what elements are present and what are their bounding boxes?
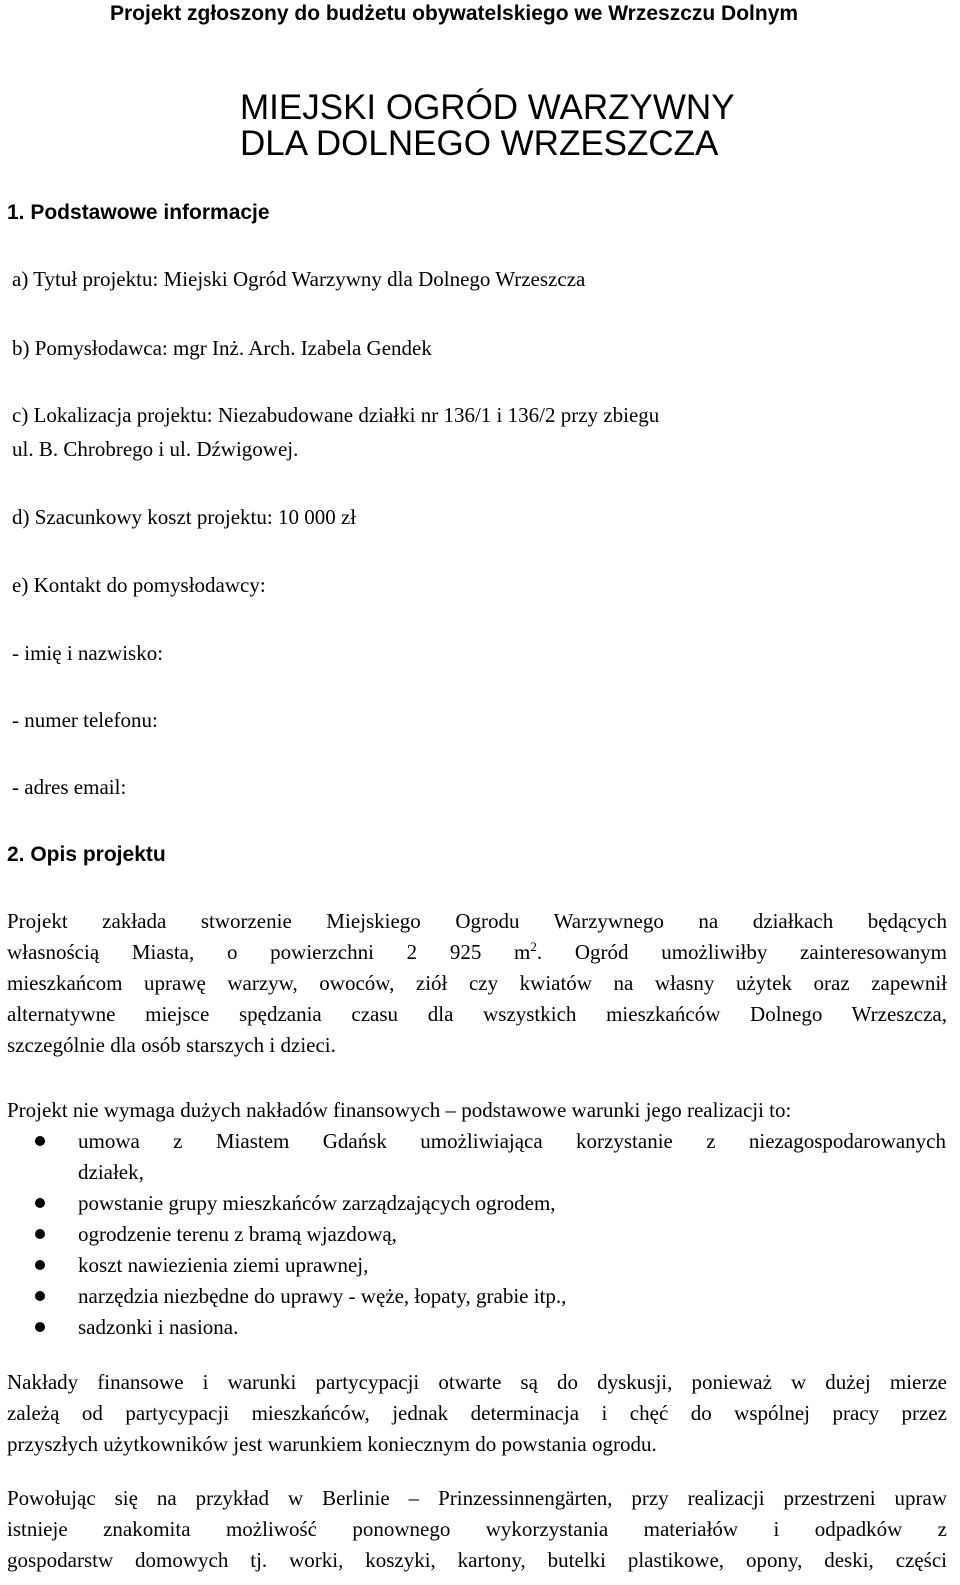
paragraph-3-line-1: Nakłady finansowe i warunki partycypacji otwarte są do dyskusji, ponieważ w dużej mierze xyxy=(7,1370,947,1394)
info-title: a) Tytuł projektu: Miejski Ogród Warzywny dla Dolnego Wrzeszcza xyxy=(12,267,586,291)
title-line-2: DLA DOLNEGO WRZESZCZA xyxy=(240,124,719,163)
section-1-heading: 1. Podstawowe informacje xyxy=(7,201,270,224)
bullet-item-1-line-2: działek, xyxy=(78,1160,144,1184)
info-location-line-2: ul. B. Chrobrego i ul. Dźwigowej. xyxy=(12,437,299,461)
info-location-line-1: c) Lokalizacja projektu: Niezabudowane działki nr 136/1 i 136/2 przy zbiegu xyxy=(12,403,660,427)
paragraph-4-line-2: istnieje znakomita możliwość ponownego wykorzystania materiałów i odpadków z xyxy=(7,1517,947,1541)
section-2-heading: 2. Opis projektu xyxy=(7,843,166,866)
bullet-icon xyxy=(35,1198,45,1208)
bullet-icon xyxy=(35,1260,45,1270)
bullet-item-3: ogrodzenie terenu z bramą wjazdową, xyxy=(78,1222,397,1246)
title-line-1: MIEJSKI OGRÓD WARZYWNY xyxy=(240,88,735,127)
bullet-item-4: koszt nawiezienia ziemi uprawnej, xyxy=(78,1253,369,1277)
document-header: Projekt zgłoszony do budżetu obywatelskiego we Wrzeszczu Dolnym xyxy=(110,2,799,25)
paragraph-1-line-3: mieszkańcom uprawę warzyw, owoców, ziół czy kwiatów na własny użytek oraz zapewnił xyxy=(7,971,947,995)
bullet-icon xyxy=(35,1229,45,1239)
paragraph-2-intro: Projekt nie wymaga dużych nakładów finansowych – podstawowe warunki jego realizacji to: xyxy=(7,1098,792,1122)
paragraph-1-line-1: Projekt zakłada stworzenie Miejskiego Ogrodu Warzywnego na działkach będących xyxy=(7,909,947,933)
paragraph-3-line-2: zależą od partycypacji mieszkańców, jednak determinacja i chęć do wspólnej pracy przez xyxy=(7,1401,947,1425)
bullet-icon xyxy=(35,1291,45,1301)
bullet-icon xyxy=(35,1322,45,1332)
bullet-item-2: powstanie grupy mieszkańców zarządzających ogrodem, xyxy=(78,1191,556,1215)
contact-name: - imię i nazwisko: xyxy=(12,641,164,665)
info-author: b) Pomysłodawca: mgr Inż. Arch. Izabela Gendek xyxy=(12,336,432,360)
paragraph-4-line-3: gospodarstw domowych tj. worki, koszyki, kartony, butelki plastikowe, opony, deski, części xyxy=(7,1548,947,1572)
contact-email: - adres email: xyxy=(12,775,127,799)
paragraph-4-line-1: Powołując się na przykład w Berlinie – Prinzessinnengärten, przy realizacji przestrzeni upraw xyxy=(7,1486,947,1510)
paragraph-3-line-3: przyszłych użytkowników jest warunkiem koniecznym do powstania ogrodu. xyxy=(7,1432,657,1456)
bullet-item-1-line-1: umowa z Miastem Gdańsk umożliwiająca korzystanie z niezagospodarowanych xyxy=(78,1129,946,1153)
bullet-icon xyxy=(35,1136,45,1146)
contact-phone: - numer telefonu: xyxy=(12,708,158,732)
bullet-item-5: narzędzia niezbędne do uprawy - węże, łopaty, grabie itp., xyxy=(78,1284,567,1308)
info-cost: d) Szacunkowy koszt projektu: 10 000 zł xyxy=(12,505,357,529)
info-contact: e) Kontakt do pomysłodawcy: xyxy=(12,573,266,597)
paragraph-1-line-4: alternatywne miejsce spędzania czasu dla wszystkich mieszkańców Dolnego Wrzeszcza, xyxy=(7,1002,947,1026)
paragraph-1-line-5: szczególnie dla osób starszych i dzieci. xyxy=(7,1033,336,1057)
bullet-item-6: sadzonki i nasiona. xyxy=(78,1315,239,1339)
paragraph-1-line-2: własnością Miasta, o powierzchni 2 925 $m^2$. Ogród umożliwiłby zainteresowanym xyxy=(7,939,948,964)
